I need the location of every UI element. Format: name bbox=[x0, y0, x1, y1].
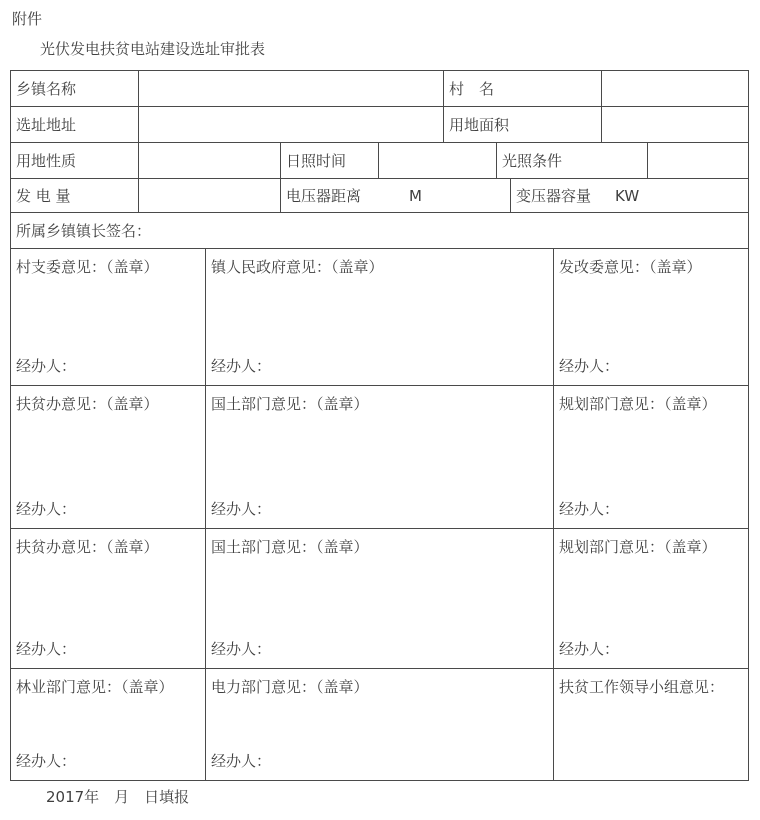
mayor-signature-cell[interactable] bbox=[11, 213, 749, 249]
town-government-opinion-cell[interactable] bbox=[206, 249, 554, 386]
handler-label: 经办人： bbox=[559, 500, 620, 518]
opinion-title: 发改委意见：（盖章） bbox=[559, 258, 702, 276]
sunshine-hours-field[interactable] bbox=[379, 143, 497, 179]
opinion-title: 国土部门意见：（盖章） bbox=[211, 395, 369, 413]
table-row bbox=[11, 529, 749, 669]
opinion-title: 扶贫工作领导小组意见： bbox=[559, 678, 725, 696]
opinion-title: 扶贫办意见：（盖章） bbox=[16, 395, 159, 413]
table-row bbox=[11, 386, 749, 529]
village-name-label: 村 名 bbox=[444, 71, 602, 107]
table-row bbox=[11, 107, 749, 143]
table-row bbox=[11, 249, 749, 386]
opinion-title: 规划部门意见：（盖章） bbox=[559, 395, 717, 413]
poverty-office-opinion-cell-2[interactable] bbox=[11, 529, 206, 669]
table-row bbox=[11, 71, 749, 107]
handler-label: 经办人： bbox=[16, 640, 77, 658]
village-committee-opinion-cell[interactable] bbox=[11, 249, 206, 386]
opinion-title: 镇人民政府意见：（盖章） bbox=[211, 258, 384, 276]
transformer-capacity-field[interactable] bbox=[511, 179, 749, 213]
development-reform-opinion-cell[interactable] bbox=[554, 249, 749, 386]
transformer-capacity-label: 变压器容量 bbox=[516, 187, 592, 205]
handler-label: 经办人： bbox=[211, 500, 272, 518]
transformer-distance-label: 电压器距离 bbox=[286, 187, 362, 205]
handler-label: 经办人： bbox=[211, 640, 272, 658]
land-dept-opinion-cell-2[interactable] bbox=[206, 529, 554, 669]
township-name-label: 乡镇名称 bbox=[11, 71, 139, 107]
capacity-unit-label: KW bbox=[615, 186, 640, 205]
poverty-office-opinion-cell[interactable] bbox=[11, 386, 206, 529]
sunshine-hours-label: 日照时间 bbox=[281, 143, 379, 179]
opinion-title: 规划部门意见：（盖章） bbox=[559, 538, 717, 556]
power-output-field[interactable] bbox=[139, 179, 281, 213]
handler-label: 经办人： bbox=[16, 357, 77, 375]
table-row bbox=[11, 179, 749, 213]
opinion-title: 林业部门意见：（盖章） bbox=[16, 678, 174, 696]
light-condition-label: 光照条件 bbox=[497, 143, 648, 179]
planning-dept-opinion-cell[interactable] bbox=[554, 386, 749, 529]
approval-table bbox=[10, 70, 749, 781]
handler-label: 经办人： bbox=[559, 640, 620, 658]
poverty-leading-group-opinion-cell[interactable] bbox=[554, 669, 749, 781]
transformer-distance-field[interactable] bbox=[281, 179, 511, 213]
form-title: 光伏发电扶贫电站建设选址审批表 bbox=[40, 40, 266, 58]
handler-label: 经办人： bbox=[16, 500, 77, 518]
planning-dept-opinion-cell-2[interactable] bbox=[554, 529, 749, 669]
land-use-type-label: 用地性质 bbox=[11, 143, 139, 179]
mayor-signature-label: 所属乡镇镇长签名： bbox=[16, 222, 152, 240]
handler-label: 经办人： bbox=[211, 752, 272, 770]
handler-label: 经办人： bbox=[211, 357, 272, 375]
table-row bbox=[11, 669, 749, 781]
village-name-field[interactable] bbox=[602, 71, 749, 107]
attachment-label: 附件 bbox=[12, 10, 43, 28]
site-address-field[interactable] bbox=[139, 107, 444, 143]
forestry-dept-opinion-cell[interactable] bbox=[11, 669, 206, 781]
opinion-title: 扶贫办意见：（盖章） bbox=[16, 538, 159, 556]
handler-label: 经办人： bbox=[559, 357, 620, 375]
opinion-title: 国土部门意见：（盖章） bbox=[211, 538, 369, 556]
power-dept-opinion-cell[interactable] bbox=[206, 669, 554, 781]
land-use-type-field[interactable] bbox=[139, 143, 281, 179]
handler-label: 经办人： bbox=[16, 752, 77, 770]
land-area-field[interactable] bbox=[602, 107, 749, 143]
township-name-field[interactable] bbox=[139, 71, 444, 107]
opinion-title: 村支委意见：（盖章） bbox=[16, 258, 159, 276]
report-date: 2017年 月 日填报 bbox=[46, 788, 190, 806]
distance-unit-label: M bbox=[409, 186, 422, 205]
power-output-label: 发 电 量 bbox=[11, 179, 139, 213]
land-area-label: 用地面积 bbox=[444, 107, 602, 143]
site-address-label: 选址地址 bbox=[11, 107, 139, 143]
opinion-title: 电力部门意见：（盖章） bbox=[211, 678, 369, 696]
land-dept-opinion-cell[interactable] bbox=[206, 386, 554, 529]
table-row bbox=[11, 213, 749, 249]
light-condition-field[interactable] bbox=[648, 143, 749, 179]
table-row bbox=[11, 143, 749, 179]
